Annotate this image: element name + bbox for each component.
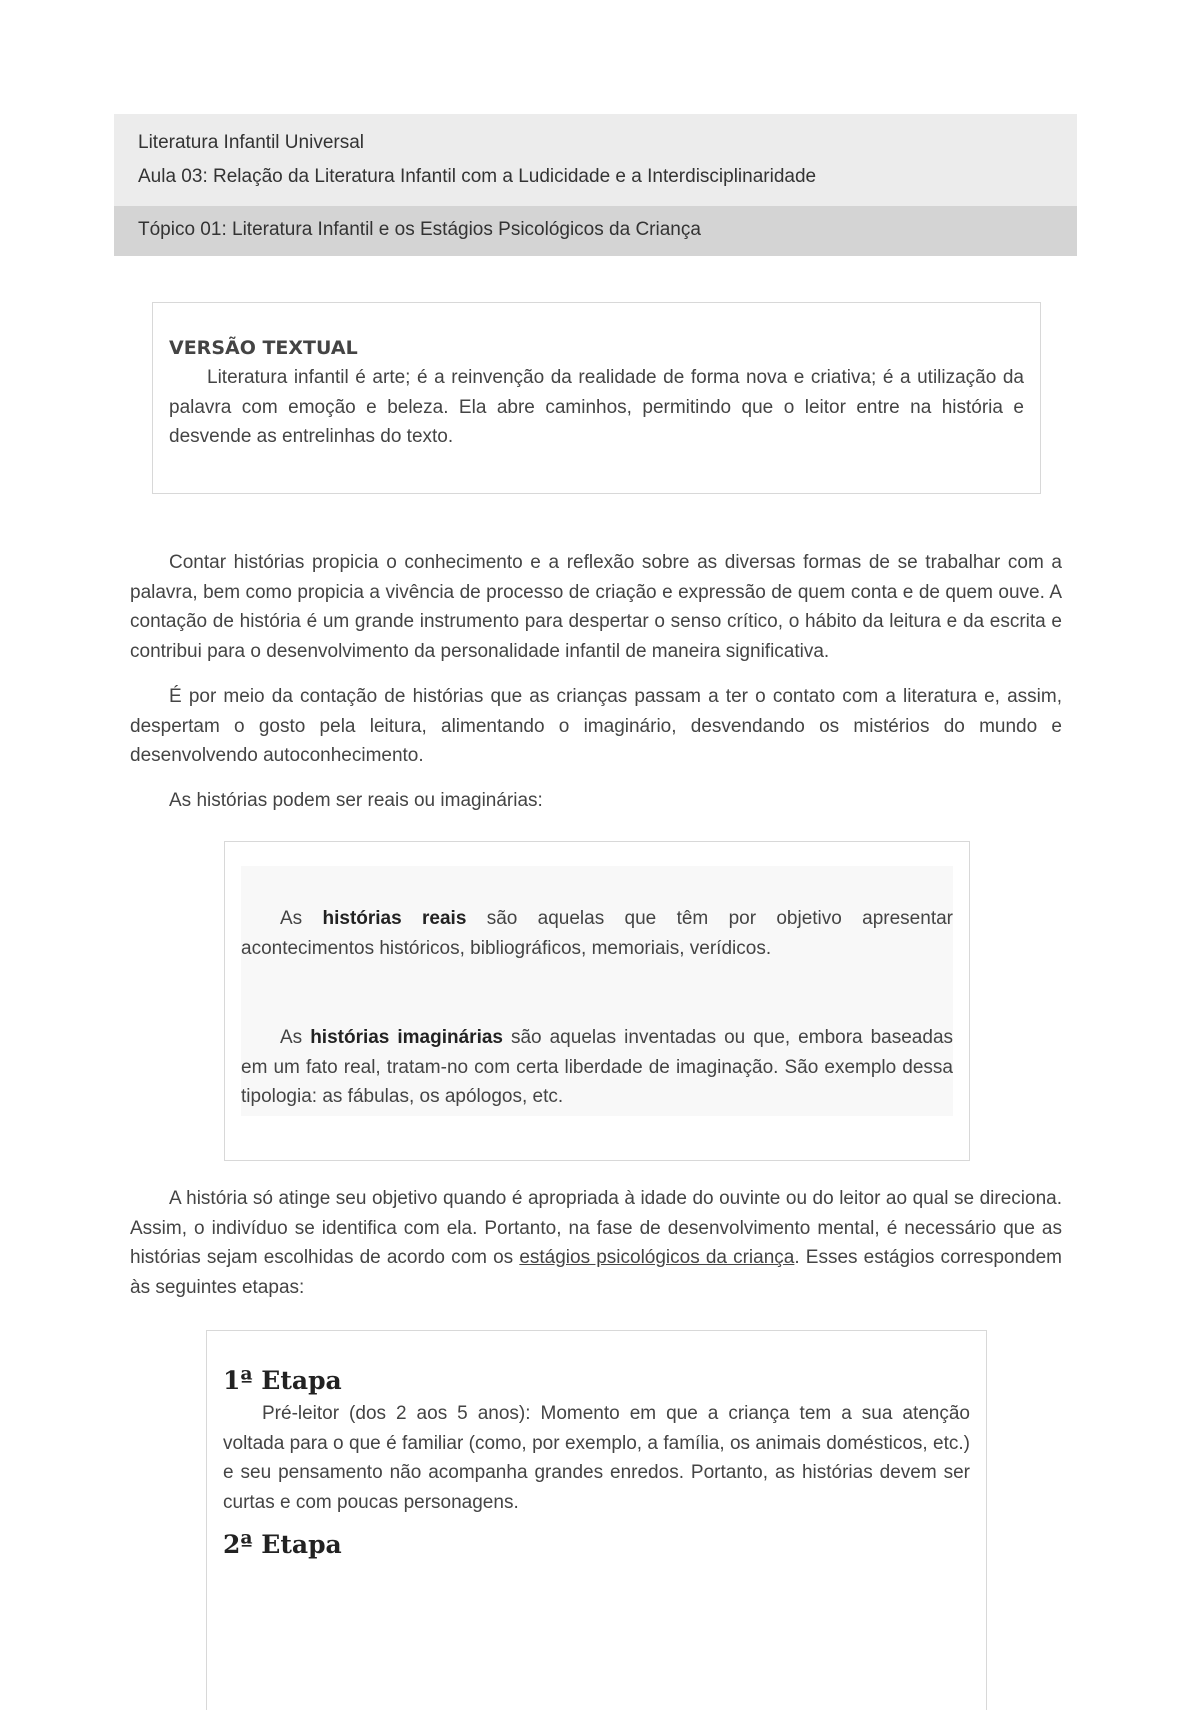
paragraph-story-types-intro: As histórias podem ser reais ou imaginárias:: [169, 790, 543, 811]
paragraph-contact-literature: É por meio da contação de histórias que as crianças passam a ter o contato com a literatura e, assim, despertam o gosto pela leitura, alimentando o imaginário, desvendando os mistérios do mundo e desenvolvendo autoconhecimento.: [130, 686, 1062, 767]
imaginary-stories-text: [241, 1023, 953, 1112]
stages-box: [206, 1330, 987, 1710]
objective-text-before: A história só atinge seu objetivo quando é apropriada à idade do ouvinte ou do leitor ao qual se direciona. Assim, o indivíduo se identifica com ela. Portanto, na fase de desenvolvimento mental, é necessário que as histórias sejam escolhidas de acordo com os: [130, 1188, 1062, 1269]
psychological-stages-link[interactable]: estágios psicológicos da criança: [519, 1247, 795, 1269]
real-stories-term: histórias reais: [322, 908, 467, 929]
text-version-title: VERSÃO TEXTUAL: [169, 337, 358, 359]
stage-1-text: Pré-leitor (dos 2 aos 5 anos): Momento em que a criança tem a sua atenção voltada para o que é familiar (como, por exemplo, a família, os animais domésticos, etc.) e seu pensamento não acompanha grandes enredos. Portanto, as histórias devem ser curtas e com poucas personagens.: [223, 1403, 970, 1513]
text-version-box: [152, 302, 1041, 494]
paragraph-objective: [130, 1184, 1062, 1303]
text-version-body: Literatura infantil é arte; é a reinvenção da realidade de forma nova e criativa; é a utilização da palavra com emoção e beleza. Ela abre caminhos, permitindo que o leitor entre na história e desvende as entrelinhas do texto.: [169, 367, 1024, 447]
real-prefix: As: [280, 908, 323, 929]
real-rest: são aquelas que têm por objetivo apresentar acontecimentos históricos, bibliográficos, memoriais, verídicos.: [241, 908, 953, 959]
lesson-header: [114, 114, 1077, 256]
imaginary-prefix: As: [280, 1027, 311, 1048]
paragraph-storytelling: Contar histórias propicia o conhecimento e a reflexão sobre as diversas formas de se trabalhar com a palavra, bem como propicia a vivência de processo de criação e expressão de quem conta e de quem ouve. A contação de história é um grande instrumento para despertar o senso crítico, o hábito da leitura e da escrita e contribui para o desenvolvimento da personalidade infantil de maneira significativa.: [130, 552, 1062, 663]
header-course-block: [114, 114, 1077, 206]
imaginary-rest: são aquelas inventadas ou que, embora baseadas em um fato real, tratam-no com certa liberdade de imaginação. São exemplo dessa tipologia: as fábulas, os apólogos, etc.: [241, 1027, 954, 1107]
real-stories-text: [241, 904, 953, 963]
stage-2-title: 2ª Etapa: [223, 1530, 342, 1559]
objective-text-after: . Esses estágios correspondem às seguintes etapas:: [130, 1247, 1062, 1299]
imaginary-stories-term: histórias imaginárias: [310, 1027, 503, 1048]
story-types-box: [224, 841, 970, 1161]
lesson-title: Aula 03: Relação da Literatura Infantil com a Ludicidade e a Interdisciplinaridade: [138, 166, 817, 187]
story-types-panel: [241, 866, 953, 1116]
stage-1-title: 1ª Etapa: [223, 1366, 342, 1395]
course-title: Literatura Infantil Universal: [138, 132, 364, 153]
topic-title: Tópico 01: Literatura Infantil e os Estágios Psicológicos da Criança: [114, 206, 1077, 256]
